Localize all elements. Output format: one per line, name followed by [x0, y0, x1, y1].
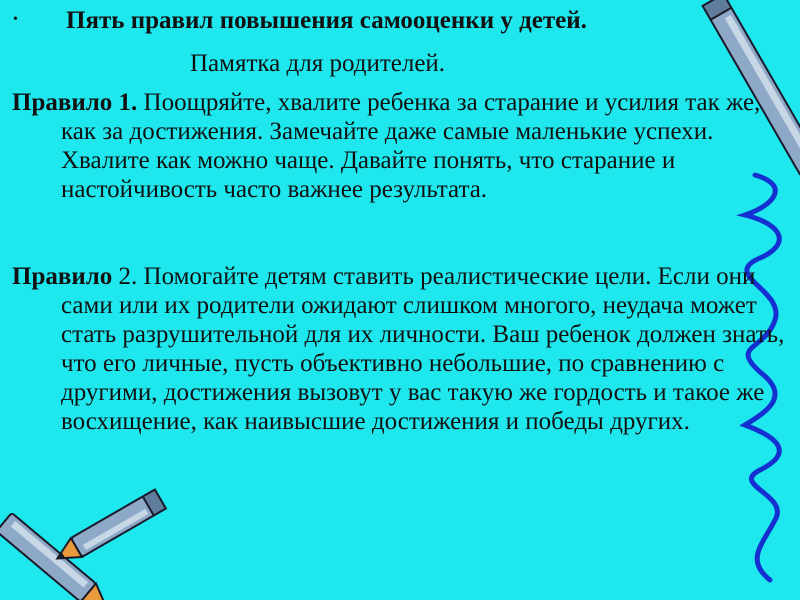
rule-2-text: 2. Помогайте детям ставить реалистические цели. Если они сами или их родители ожидают слишком многого, неудача может стать разрушительной для их личности. Ваш ребенок должен знать, что его личные, пусть объективно небольшие, по сравнению с другими, достижения вызовут у вас такую же гордость и такое же восхищение, как наивысшие достижения и победы других.	[61, 263, 785, 435]
rule-2-label: Правило	[12, 263, 113, 290]
rule-1-label: Правило 1.	[12, 89, 138, 116]
rule-1-text: Поощряйте, хвалите ребенка за старание и усилия так же, как за достижения. Замечайте даже самые маленькие успехи. Хвалите как можно чаще. Давайте понять, что старание и настойчивость часто важнее результата.	[61, 89, 761, 203]
bullet: •	[13, 12, 18, 27]
slide-subtitle: Памятка для родителей.	[190, 50, 446, 77]
slide-title: Пять правил повышения самооценки у детей.	[66, 7, 587, 34]
rule-1	[12, 88, 800, 204]
rule-2	[12, 262, 800, 436]
